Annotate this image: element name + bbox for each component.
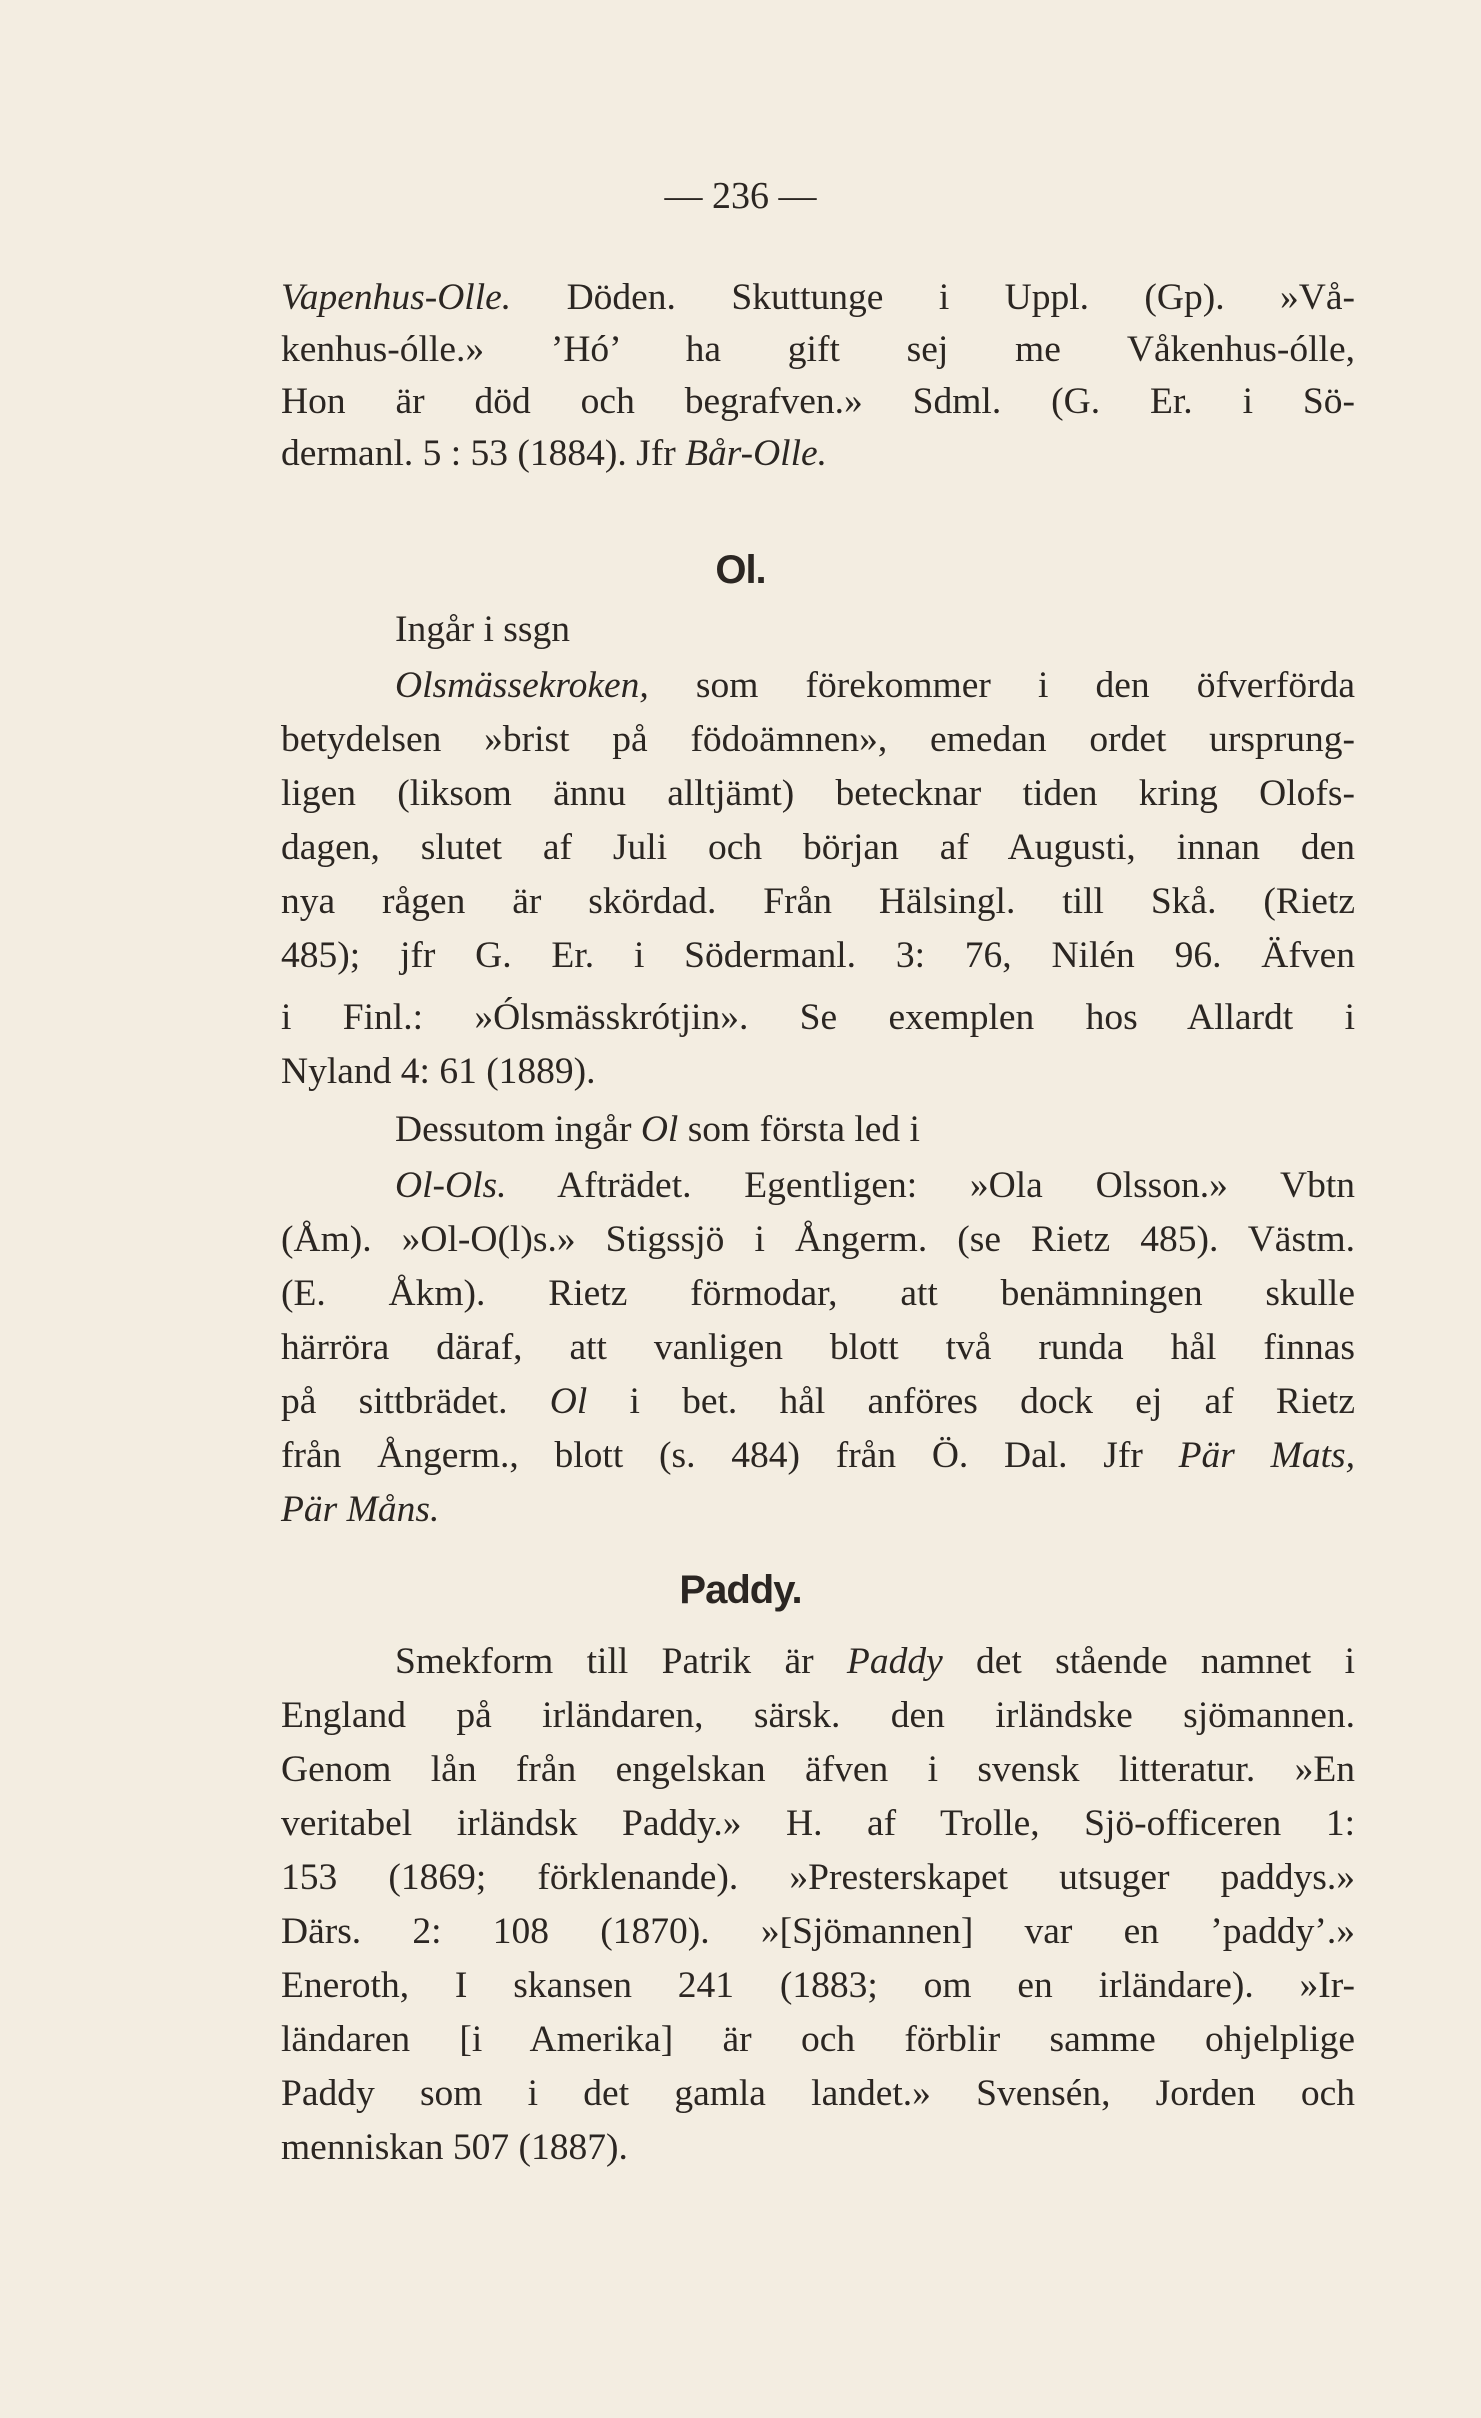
text-line: Genom lån från engelskan äfven i svensk litteratur. »En xyxy=(281,1749,1355,1790)
cross-reference: Pär Mats, xyxy=(1178,1435,1355,1476)
text-line xyxy=(281,1484,1355,1536)
text-line: Vapenhus-Olle. Döden. Skuttunge i Uppl. (Gp). »Vå- xyxy=(281,277,1355,318)
headword: Olsmässekroken, xyxy=(395,665,649,706)
cross-reference: Bår-Olle. xyxy=(685,433,828,474)
text-line: England på irländaren, särsk. den irländske sjömannen. xyxy=(281,1695,1355,1736)
text-line: veritabel irländsk Paddy.» H. af Trolle, Sjö-officeren 1: xyxy=(281,1803,1355,1844)
text-line: ländaren [i Amerika] är och förblir samme ohjelplige xyxy=(281,2019,1355,2060)
headword: Ol-Ols. xyxy=(395,1165,507,1206)
text-line: kenhus-ólle.» ’Hó’ ha gift sej me Våkenhus-ólle, xyxy=(281,329,1355,370)
text-line: Ingår i ssgn xyxy=(395,609,570,650)
text-line: Paddy som i det gamla landet.» Svensén, Jorden och xyxy=(281,2073,1355,2114)
text-line: (Åm). »Ol-O(l)s.» Stigssjö i Ångerm. (se Rietz 485). Västm. xyxy=(281,1219,1355,1260)
text-line: i Finl.: »Ólsmässkrótjin». Se exemplen hos Allardt i xyxy=(281,997,1355,1038)
text-line: dermanl. 5 : 53 (1884). Jfr Bår-Olle. xyxy=(281,433,828,474)
text-line: ligen (liksom ännu alltjämt) betecknar tiden kring Olofs- xyxy=(281,773,1355,814)
text-line: på sittbrädet. Ol i bet. hål anföres dock ej af Rietz xyxy=(281,1381,1355,1422)
text-line: Därs. 2: 108 (1870). »[Sjömannen] var en ’paddy’.» xyxy=(281,1911,1355,1952)
headword: Vapenhus-Olle. xyxy=(281,277,512,318)
text-line: 153 (1869; förklenande). »Presterskapet utsuger paddys.» xyxy=(281,1857,1355,1898)
text-line: Smekform till Patrik är Paddy det stående namnet i xyxy=(395,1641,1355,1682)
text-line: Hon är död och begrafven.» Sdml. (G. Er. i Sö- xyxy=(281,381,1355,422)
text-line: från Ångerm., blott (s. 484) från Ö. Dal. Jfr Pär Mats, xyxy=(281,1435,1355,1476)
text-line: nya rågen är skördad. Från Hälsingl. till Skå. (Rietz xyxy=(281,881,1355,922)
page-number: — 236 — xyxy=(664,175,817,217)
text-line: Ol-Ols. Afträdet. Egentligen: »Ola Olsson.» Vbtn xyxy=(395,1165,1355,1206)
section-heading-ol: Ol. xyxy=(715,548,766,592)
text-line: betydelsen »brist på födoämnen», emedan ordet ursprung- xyxy=(281,719,1355,760)
text-line: 485); jfr G. Er. i Södermanl. 3: 76, Nilén 96. Äfven xyxy=(281,935,1355,976)
text-line: Nyland 4: 61 (1889). xyxy=(281,1051,596,1092)
text-line: (E. Åkm). Rietz förmodar, att benämningen skulle xyxy=(281,1273,1355,1314)
text-line: Olsmässekroken, som förekommer i den öfverförda xyxy=(395,665,1355,706)
headword: Paddy xyxy=(846,1641,943,1682)
text-line: härröra däraf, att vanligen blott två runda hål finnas xyxy=(281,1327,1355,1368)
text-line: menniskan 507 (1887). xyxy=(281,2127,628,2168)
cross-reference: Pär Måns. xyxy=(281,1489,440,1530)
section-heading-paddy: Paddy. xyxy=(679,1568,802,1612)
text-line: Eneroth, I skansen 241 (1883; om en irländare). »Ir- xyxy=(281,1965,1355,2006)
text-line: Dessutom ingår Ol som första led i xyxy=(395,1109,920,1150)
text-line: dagen, slutet af Juli och början af Augusti, innan den xyxy=(281,827,1355,868)
